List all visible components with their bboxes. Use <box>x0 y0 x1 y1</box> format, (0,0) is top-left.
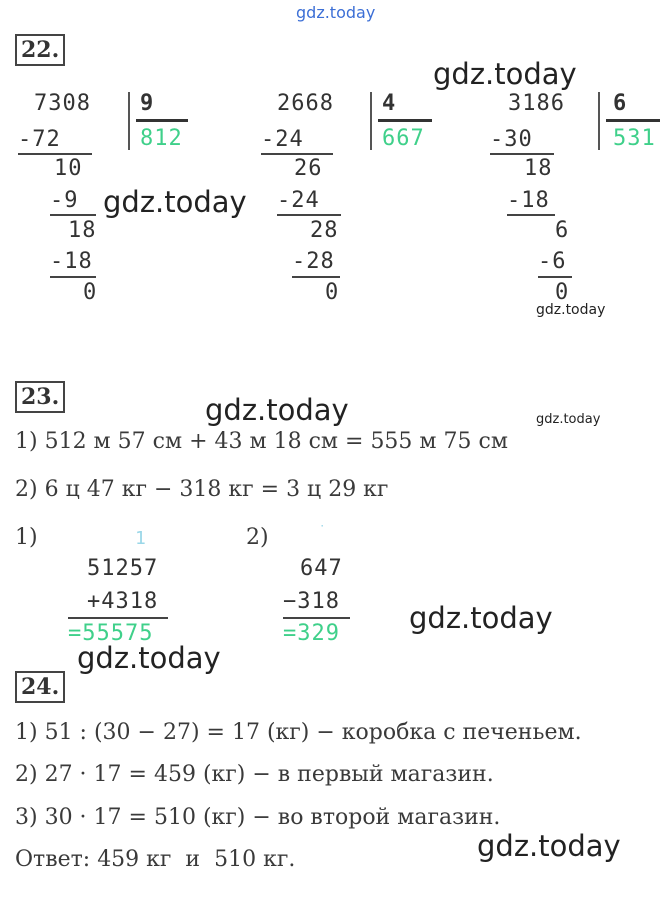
difference-line <box>283 617 350 619</box>
sum-result: =55575 <box>68 621 154 646</box>
step-remainder: 0 <box>555 280 570 305</box>
step-line <box>507 214 555 216</box>
watermark: gdz.today <box>409 601 553 635</box>
task-23-number: 23. <box>15 381 65 413</box>
division-bar <box>370 92 372 150</box>
dividend: 3186 <box>508 91 565 116</box>
task-24-answer: Ответ: 459 кг и 510 кг. <box>15 847 296 872</box>
step-remainder: 0 <box>83 280 98 305</box>
addend-1: 51257 <box>87 556 159 581</box>
dividend: 2668 <box>277 91 334 116</box>
watermark: gdz.today <box>536 302 606 318</box>
step-remainder: 26 <box>294 156 323 181</box>
step-remainder: 0 <box>325 280 340 305</box>
watermark: gdz.today <box>433 57 577 91</box>
task-23-line-2: 2) 6 ц 47 кг − 318 кг = 3 ц 29 кг <box>15 477 389 502</box>
step-line <box>50 214 96 216</box>
carry-digit: 1 <box>135 528 147 549</box>
division-bar <box>598 92 600 150</box>
quotient: 812 <box>140 126 183 151</box>
step-subtract: -72 <box>18 127 61 152</box>
step-subtract: -28 <box>292 249 335 274</box>
step-line <box>292 276 340 278</box>
divisor: 4 <box>382 91 397 116</box>
watermark: gdz.today <box>103 185 247 219</box>
minuend: 647 <box>300 556 343 581</box>
step-line <box>261 153 333 155</box>
task-24-number: 24. <box>15 671 65 703</box>
task-24-line-1: 1) 51 : (30 − 27) = 17 (кг) − коробка с печеньем. <box>15 720 582 745</box>
divisor-line <box>136 119 188 122</box>
divisor: 9 <box>140 91 155 116</box>
step-remainder: 18 <box>68 218 97 243</box>
step-subtract: -6 <box>538 249 567 274</box>
watermark-top: gdz.today <box>296 3 376 22</box>
step-subtract: -18 <box>507 188 550 213</box>
watermark: gdz.today <box>536 412 601 427</box>
borrow-mark: ˙ <box>318 524 328 540</box>
step-line <box>538 276 572 278</box>
calc-label: 1) <box>15 525 38 550</box>
sum-line <box>68 617 168 619</box>
difference-result: =329 <box>283 621 340 646</box>
subtrahend: −318 <box>283 589 340 614</box>
step-subtract: -9 <box>50 188 79 213</box>
division-bar <box>128 92 130 150</box>
divisor-line <box>378 119 432 122</box>
step-line <box>277 214 341 216</box>
task-23-line-1: 1) 512 м 57 см + 43 м 18 см = 555 м 75 см <box>15 429 508 454</box>
step-line <box>50 276 96 278</box>
step-subtract: -18 <box>50 249 93 274</box>
watermark: gdz.today <box>77 641 221 675</box>
divisor-line <box>606 119 660 122</box>
task-24-line-3: 3) 30 · 17 = 510 (кг) − во второй магазин. <box>15 805 501 830</box>
addend-2: +4318 <box>87 589 159 614</box>
task-24-line-2: 2) 27 · 17 = 459 (кг) − в первый магазин. <box>15 762 494 787</box>
step-remainder: 28 <box>310 218 339 243</box>
step-subtract: -30 <box>490 127 533 152</box>
step-remainder: 10 <box>54 156 83 181</box>
calc-label: 2) <box>246 525 269 550</box>
watermark: gdz.today <box>477 829 621 863</box>
quotient: 667 <box>382 126 425 151</box>
quotient: 531 <box>613 126 656 151</box>
step-subtract: -24 <box>277 188 320 213</box>
divisor: 6 <box>613 91 628 116</box>
step-line <box>490 153 554 155</box>
step-remainder: 18 <box>524 156 553 181</box>
step-line <box>18 153 92 155</box>
dividend: 7308 <box>34 91 91 116</box>
step-remainder: 6 <box>555 218 570 243</box>
task-22-number: 22. <box>15 34 65 66</box>
watermark: gdz.today <box>205 393 349 427</box>
step-subtract: -24 <box>261 127 304 152</box>
